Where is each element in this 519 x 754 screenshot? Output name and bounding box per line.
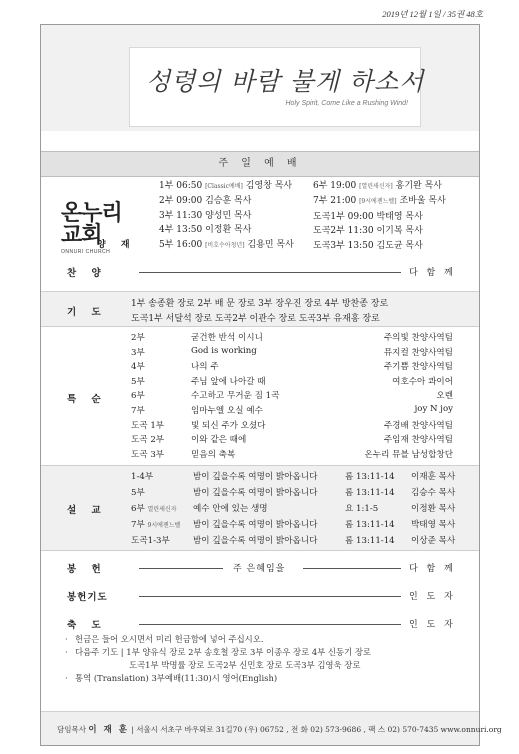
logo-text-2: 교회 [61, 223, 102, 248]
service-row: 4부 13:50 이정환 목사 [159, 225, 252, 236]
logo-text-1: 온누리 [61, 201, 122, 226]
notice-item: · 통역 (Translation) 3부예배(11:30)시 영어(English) [65, 673, 278, 683]
sermon-title: 밤이 깊을수록 여명이 밝아옵니다 [193, 520, 318, 530]
sermon-title: 밤이 깊을수록 여명이 밝아옵니다 [193, 536, 318, 546]
sermon-pastor: 이상준 목사 [411, 536, 456, 546]
offering-prayer-row [41, 585, 479, 607]
offering-rule-left [139, 568, 223, 569]
notices [65, 633, 465, 685]
benediction-label: 축 도 [67, 620, 107, 631]
services-right [313, 179, 446, 253]
praise-label: 찬 양 [67, 268, 107, 279]
notice-item: 도곡1부 박명률 장로 도곡2부 신민호 장로 도곡3부 김영욱 장로 [129, 660, 361, 670]
benediction-row [41, 613, 479, 635]
sermon-pastor: 김승수 목사 [411, 488, 456, 498]
pastor-name: 이 재 훈 [88, 725, 129, 735]
special-part: 2부 [131, 333, 145, 343]
prayer-label: 기 도 [67, 307, 107, 318]
special-performer: 주기쁨 찬양사역팀 [383, 362, 453, 373]
sermon-item [131, 470, 153, 482]
banner-box [129, 47, 425, 127]
sermon-row [41, 465, 479, 551]
special-music-label: 특 순 [67, 394, 107, 405]
service-row: 2부 09:00 김승훈 목사 [159, 196, 252, 207]
notice-item: · 다음주 기도 | 1부 양유식 장로 2부 송호철 장로 3부 이종우 장로 4부 신동기 장로 [65, 647, 372, 657]
service-row: 도곡1부 09:00 박태영 목사 [313, 211, 423, 222]
special-performer: 주임재 찬양사역팀 [383, 435, 453, 446]
church-address: | 서울시 서초구 바우뫼로 31길70 (우) 06752 , 전 화 02) 573-9686 , 팩 스 02) 570-7435 www.onnuri.org [131, 725, 502, 734]
services-left [159, 179, 294, 253]
sermon-reference: 롬 13:11-14 [345, 472, 395, 482]
special-performer: 주경배 찬양사역팀 [383, 420, 453, 431]
service-row: 3부 11:30 양성민 목사 [159, 210, 252, 221]
sermon-item [131, 518, 180, 530]
banner-title: 성령의 바람 불게 하소서 [146, 67, 425, 96]
service-row: 도곡2부 11:30 이기복 목사 [313, 226, 423, 237]
service-row: 6부 19:00 [열린새신자] 홍기완 목사 [313, 181, 442, 191]
pastor-label: 담임목사 [57, 725, 86, 734]
sermon-title: 밤이 깊을수록 여명이 밝아옵니다 [193, 488, 318, 498]
special-performer: 오렌 [436, 391, 453, 402]
section-title: 주 일 예 배 [41, 151, 479, 177]
sermon-note: 9시에젠느벨 [147, 522, 181, 529]
special-title: 빛 되신 주가 오셨다 [191, 420, 266, 431]
sermon-title: 밤이 깊을수록 여명이 밝아옵니다 [193, 472, 318, 482]
service-row: 도곡3부 13:50 김도균 목사 [313, 240, 423, 251]
prayer-line-1: 1부 송종환 장로 2부 배 문 장로 3부 장우진 장로 4부 방찬종 장로 [131, 299, 389, 309]
praise-rule [139, 272, 401, 273]
banner [41, 25, 479, 131]
logo-subtext: ONNURI CHURCH [61, 249, 111, 255]
special-part: 5부 [131, 376, 145, 387]
bulletin-sheet [40, 24, 502, 746]
special-title: 임마누엘 오실 예수 [191, 406, 263, 416]
worship-location: 양 재 [97, 240, 136, 250]
praise-row [41, 261, 479, 283]
benediction-rule [139, 624, 401, 625]
special-performer: joy N joy [414, 404, 453, 414]
sermon-reference: 롬 13:11-14 [345, 536, 395, 546]
special-performer: 온누리 뮤블 남성합창단 [364, 449, 453, 460]
footer [41, 711, 502, 745]
sermon-title: 예수 안에 있는 생명 [193, 504, 268, 514]
offering-leader: 다 함 께 [409, 564, 456, 574]
sermon-note: 열린새신자 [147, 506, 177, 513]
special-title: 나의 주 [191, 362, 219, 373]
sermon-part: 5부 [131, 488, 145, 498]
sermon-part: 6부 [131, 504, 145, 514]
special-music-row [41, 329, 479, 465]
sermon-reference: 롬 13:11-14 [345, 488, 395, 498]
praise-leader: 다 함 께 [409, 268, 456, 278]
service-row: 1부 06:50 [Classic예배] 김영창 목사 [159, 181, 293, 191]
issue-date: 2019년 12월 1일 / 35권 48호 [382, 9, 483, 19]
sermon-pastor: 이정환 목사 [411, 504, 456, 514]
special-title: 주님 앞에 나아갈 때 [191, 376, 266, 387]
special-title: 이와 같은 때에 [191, 435, 247, 446]
special-part: 도곡 2부 [131, 435, 165, 446]
special-title: 믿음의 축복 [191, 449, 236, 460]
sermon-pastor: 박태영 목사 [411, 520, 456, 530]
prayer-line-2: 도곡1부 서달석 장로 도곡2부 이관수 장로 도곡3부 유재홍 장로 [131, 314, 380, 324]
sermon-reference: 요 1:1-5 [345, 504, 379, 514]
special-performer: 여호수아 콰이어 [392, 376, 453, 387]
sermon-item [131, 502, 177, 514]
footer-text [57, 723, 502, 735]
service-row: 7부 21:00 [9시에젠느벨] 조바울 목사 [313, 196, 446, 207]
special-part: 4부 [131, 362, 145, 373]
sermon-reference: 롬 13:11-14 [345, 520, 395, 530]
sermon-item [131, 534, 170, 546]
special-part: 도곡 3부 [131, 449, 165, 460]
special-part: 도곡 1부 [131, 420, 165, 431]
sermon-part: 7부 [131, 520, 145, 530]
offering-hymn: 주 은혜임을 [233, 564, 286, 574]
banner-subtitle: Holy Spirit, Come Like a Rushing Wind! [285, 100, 408, 107]
service-row: 5부 16:00 [비호수아청년] 김용민 목사 [159, 239, 294, 250]
special-performer: 주의빛 찬양사역팀 [383, 333, 453, 343]
offering-prayer-rule [139, 596, 401, 597]
offering-label: 봉 헌 [67, 564, 107, 575]
offering-prayer-label: 봉헌기도 [67, 592, 108, 603]
sermon-pastor: 이재훈 목사 [411, 472, 456, 482]
sermon-part: 1-4부 [131, 472, 154, 482]
sermon-label: 설 교 [67, 505, 107, 516]
special-part: 3부 [131, 347, 145, 358]
special-part: 7부 [131, 406, 145, 416]
special-part: 6부 [131, 391, 145, 402]
special-title: God is working [191, 345, 257, 356]
special-title: 굳건한 반석 이시니 [191, 333, 263, 343]
prayer-row [41, 291, 479, 327]
offering-rule-right [303, 568, 401, 569]
special-performer: 뮤지컬 찬양사역팀 [383, 347, 453, 358]
notice-item: · 헌금은 들어 오시면서 미리 헌금함에 넣어 주십시오. [65, 634, 264, 644]
special-title: 수고하고 무거운 짐 1곡 [191, 391, 280, 402]
sermon-part: 도곡1-3부 [131, 536, 170, 546]
offering-prayer-leader: 인 도 자 [409, 592, 456, 602]
benediction-leader: 인 도 자 [409, 620, 456, 630]
offering-row [41, 557, 479, 579]
sermon-item [131, 486, 145, 498]
